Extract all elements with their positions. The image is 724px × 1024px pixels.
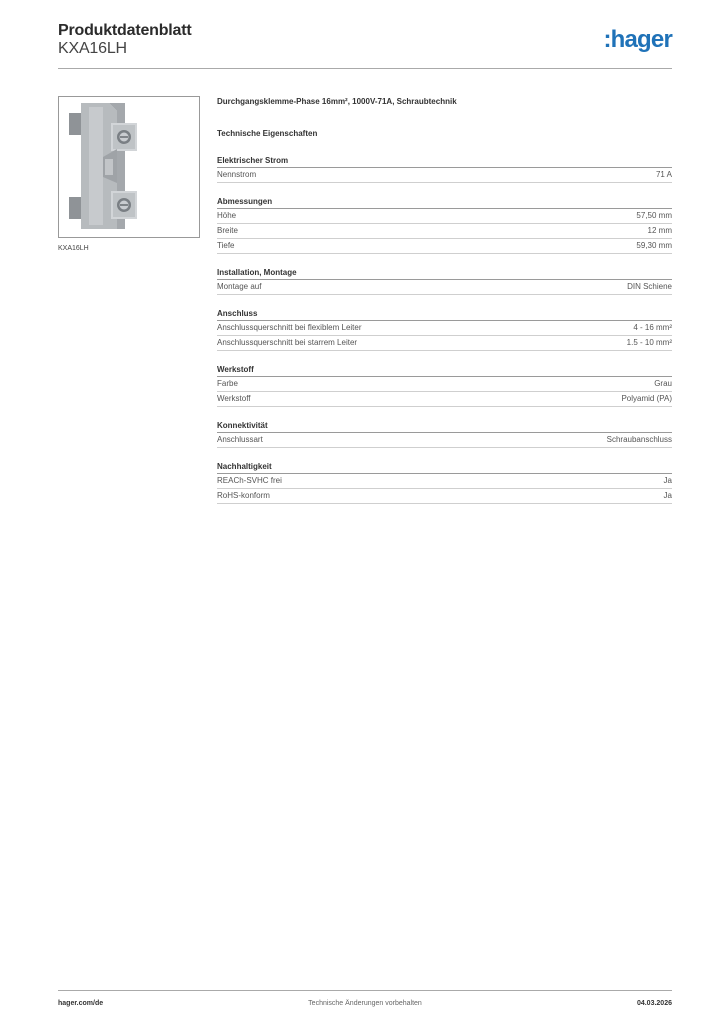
property-row (217, 392, 672, 407)
property-value: Ja (663, 476, 672, 485)
group-title: Werkstoff (217, 363, 672, 377)
product-details (217, 96, 672, 504)
property-label: Anschlussart (217, 435, 263, 444)
property-label: Nennstrom (217, 170, 257, 179)
property-value: 59,30 mm (636, 241, 672, 250)
property-row (217, 336, 672, 351)
terminal-block-illustration (59, 97, 199, 237)
property-value: 4 - 16 mm² (633, 323, 672, 332)
property-label: Anschlussquerschnitt bei flexiblem Leiter (217, 323, 362, 332)
property-row (217, 433, 672, 448)
page-footer (58, 998, 672, 1010)
property-value: DIN Schiene (627, 282, 672, 291)
property-value: 57,50 mm (636, 211, 672, 220)
footer-date: 04.03.2026 (636, 1000, 672, 1007)
group-title: Elektrischer Strom (217, 154, 672, 168)
product-image (58, 96, 200, 238)
property-row (217, 321, 672, 336)
property-row (217, 280, 672, 295)
property-row (217, 209, 672, 224)
image-caption: KXA16LH (58, 245, 89, 252)
product-code: KXA16LH (58, 40, 127, 57)
property-value: 71 A (655, 170, 672, 179)
property-value: Grau (654, 379, 672, 388)
property-group-sustainability (217, 460, 672, 504)
property-label: REACh-SVHC frei (217, 476, 282, 485)
group-title: Abmessungen (217, 195, 672, 209)
footer-divider (58, 990, 672, 991)
property-value: Polyamid (PA) (621, 394, 672, 403)
property-row (217, 239, 672, 254)
website-link[interactable]: hager.com/de (58, 1000, 104, 1007)
footer-notice: Technische Änderungen vorbehalten (308, 1000, 422, 1007)
property-label: Werkstoff (217, 394, 251, 403)
property-row (217, 377, 672, 392)
group-title: Konnektivität (217, 419, 672, 433)
property-group-electric (217, 154, 672, 183)
hager-logo: :hager (603, 26, 672, 53)
property-label: Montage auf (217, 282, 262, 291)
property-group-dimensions (217, 195, 672, 254)
property-label: Höhe (217, 211, 237, 220)
property-group-connectivity (217, 419, 672, 448)
property-value: 1.5 - 10 mm² (626, 338, 672, 347)
document-title: Produktdatenblatt (58, 22, 192, 39)
page-header (58, 22, 672, 70)
header-divider (58, 68, 672, 69)
section-title: Technische Eigenschaften (217, 129, 318, 138)
product-description: Durchgangsklemme-Phase 16mm², 1000V-71A, Schraubtechnik (217, 97, 457, 106)
property-label: RoHS-konform (217, 491, 270, 500)
property-row (217, 489, 672, 504)
property-row (217, 224, 672, 239)
property-group-installation (217, 266, 672, 295)
property-label: Tiefe (217, 241, 235, 250)
property-label: Breite (217, 226, 238, 235)
property-value: Ja (663, 491, 672, 500)
property-value: Schraubanschluss (606, 435, 672, 444)
group-title: Nachhaltigkeit (217, 460, 672, 474)
property-label: Anschlussquerschnitt bei starrem Leiter (217, 338, 358, 347)
group-title: Installation, Montage (217, 266, 672, 280)
property-row (217, 474, 672, 489)
property-group-material (217, 363, 672, 407)
property-group-connection (217, 307, 672, 351)
property-value: 12 mm (647, 226, 672, 235)
property-row (217, 168, 672, 183)
group-title: Anschluss (217, 307, 672, 321)
property-label: Farbe (217, 379, 238, 388)
